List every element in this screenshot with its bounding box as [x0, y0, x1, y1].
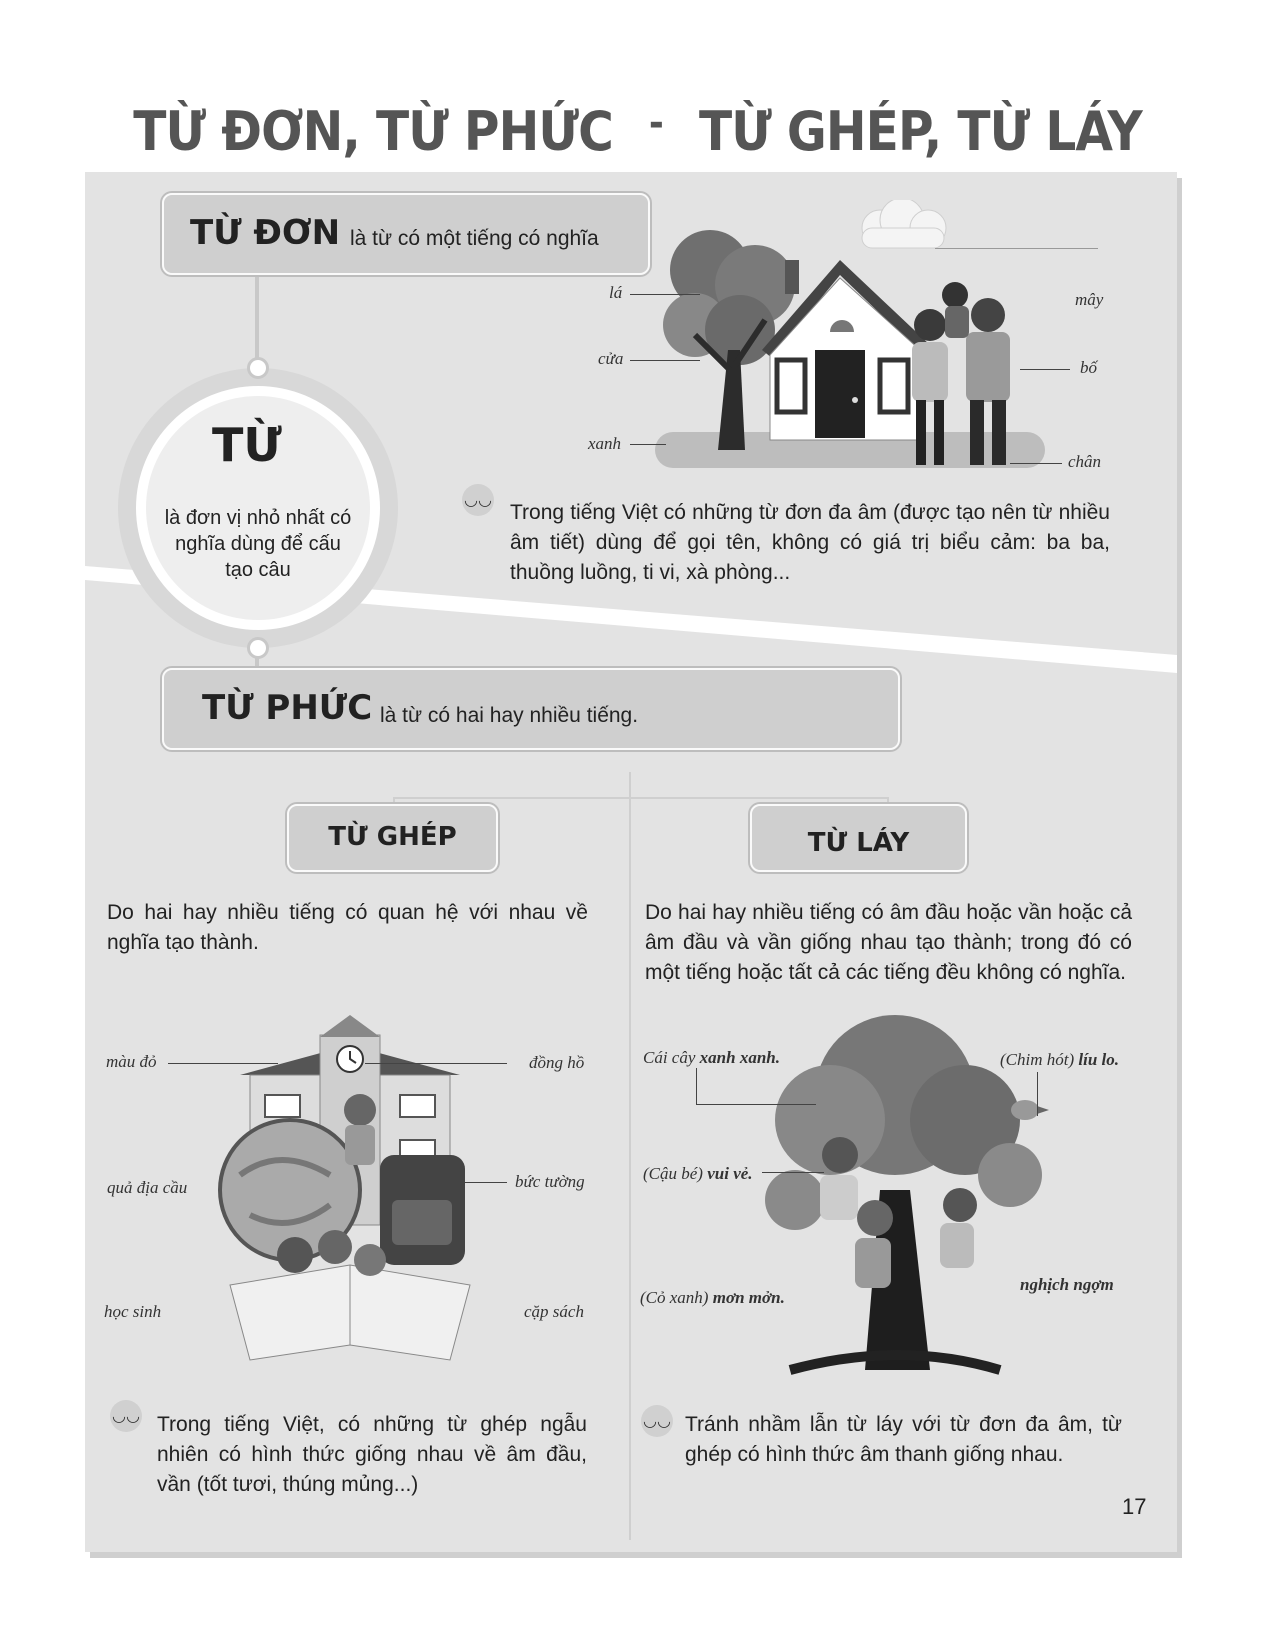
leader-la: [630, 294, 700, 295]
house-family-illustration: [590, 200, 1090, 500]
tu-don-box: [162, 193, 650, 275]
label-cap-sach: cặp sách: [524, 1302, 584, 1321]
tu-don-definition: là từ có một tiếng có nghĩa: [350, 227, 599, 250]
leader-xanh: [630, 444, 666, 445]
tu-phuc-definition: là từ có hai hay nhiều tiếng.: [380, 704, 639, 727]
tu-lay-definition: Do hai hay nhiều tiếng có âm đầu hoặc vần hoặc cả âm đầu và vần giống nhau tạo thành; trong đó có một tiếng hoặc tất cả các tiếng đều không có nghĩa.: [645, 901, 1132, 984]
label-bo: bố: [1080, 358, 1097, 377]
label-qua-dia-cau: quả địa cầu: [107, 1178, 188, 1197]
leader-chim-hot: [1037, 1072, 1038, 1116]
open-book-icon: [230, 1265, 470, 1360]
tu-don-note: Trong tiếng Việt có những từ đơn đa âm (được tạo nên từ nhiều âm tiết) dùng để gọi tên, không có giá trị biểu cảm: ba ba, thuồng luồng, ti vi, xà phòng...: [510, 501, 1110, 584]
school-illustration: [200, 1015, 500, 1395]
page-number: 17: [1122, 1494, 1147, 1519]
label-nghich-ngom: nghịch ngợm: [1020, 1275, 1114, 1294]
label-chim-hot: (Chim hót) líu lo.: [1000, 1050, 1120, 1069]
house-icon: [762, 260, 930, 440]
leader-may: [935, 248, 1098, 249]
leader-mau-do: [168, 1063, 278, 1064]
tu-lay-note: Tránh nhầm lẫn từ láy với từ đơn đa âm, từ ghép có hình thức âm thanh giống nhau.: [685, 1413, 1122, 1466]
tu-ghep-box: [287, 804, 498, 872]
title-left: TỪ ĐƠN, TỪ PHỨC: [133, 100, 613, 163]
label-chan: chân: [1068, 452, 1102, 471]
leader-buc-tuong: [455, 1182, 507, 1183]
label-xanh: xanh: [588, 434, 622, 453]
circle-knob-bottom: [247, 637, 269, 659]
leader-bo: [1020, 369, 1070, 370]
leader-cau-be: [762, 1172, 824, 1173]
smile-icon-lay: ◡◡: [641, 1405, 673, 1437]
title-right: TỪ GHÉP, TỪ LÁY: [698, 100, 1142, 163]
label-mau-do: màu đỏ: [106, 1052, 157, 1071]
tu-heading: TỪ: [212, 418, 282, 472]
smile-icon-ghep: ◡◡: [110, 1400, 142, 1432]
label-hoc-sinh: học sinh: [104, 1302, 162, 1321]
circle-knob-top: [247, 357, 269, 379]
label-la: lá: [609, 283, 623, 302]
leader-cai-cay-v: [696, 1068, 697, 1104]
label-may: mây: [1075, 290, 1104, 309]
tu-ghep-definition: Do hai hay nhiều tiếng có quan hệ với nhau về nghĩa tạo thành.: [107, 901, 588, 954]
clock-icon: [337, 1046, 363, 1072]
label-dong-ho: đồng hồ: [529, 1053, 585, 1072]
tu-definition: là đơn vị nhỏ nhất có nghĩa dùng để cấu tạo câu: [164, 507, 352, 581]
tu-don-heading: TỪ ĐƠN: [190, 213, 341, 253]
leader-chan: [1010, 463, 1062, 464]
smile-icon: ◡◡: [462, 484, 494, 516]
backpack-icon: [380, 1155, 465, 1265]
leader-cua: [630, 360, 700, 361]
boy-sitting-icon: [820, 1137, 858, 1220]
leader-dong-ho: [365, 1063, 507, 1064]
tu-lay-heading: TỪ LÁY: [807, 828, 910, 858]
boy-hanging-icon: [940, 1188, 977, 1268]
bird-icon: [1011, 1100, 1049, 1120]
label-cua: cửa: [598, 349, 624, 368]
tu-ghep-note: Trong tiếng Việt, có những từ ghép ngẫu nhiên có hình thức giống nhau về âm đầu, vần (tốt tươi, thúng mủng...): [157, 1413, 587, 1496]
tu-lay-box: [750, 804, 967, 872]
label-co-xanh: (Cỏ xanh) mơn mởn.: [640, 1288, 785, 1307]
label-cau-be: (Cậu bé) vui vẻ.: [643, 1164, 753, 1183]
label-cai-cay: Cái cây xanh xanh.: [643, 1048, 780, 1067]
tu-phuc-heading: TỪ PHỨC: [202, 688, 373, 728]
label-buc-tuong: bức tường: [515, 1172, 585, 1191]
boy-climbing-icon: [855, 1200, 893, 1288]
tu-phuc-box: [162, 668, 900, 750]
title-dash: -: [648, 100, 663, 146]
tu-ghep-heading: TỪ GHÉP: [328, 822, 457, 852]
cloud-icon: [862, 200, 946, 248]
leader-cai-cay-h: [696, 1104, 816, 1105]
